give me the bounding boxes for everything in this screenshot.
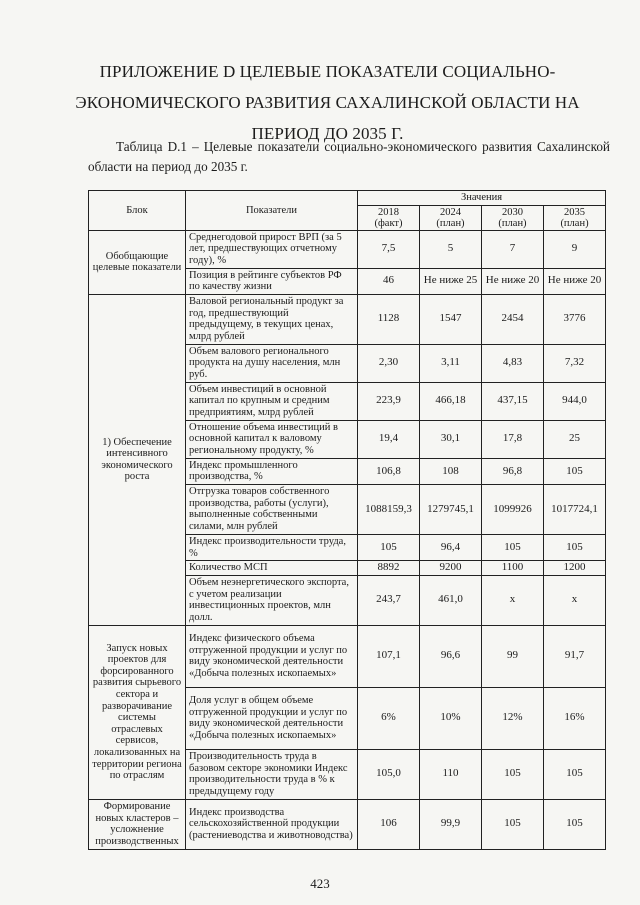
year-label: 2030 [502,206,523,218]
value-cell: 108 [420,458,482,484]
indicator-cell: Среднегодовой прирост ВРП (за 5 лет, предшествующих отчетному году), % [186,230,358,268]
indicator-cell: Отгрузка товаров собственного производства, работы (услуги), выполненные собственными силами, млн рублей [186,484,358,534]
value-cell: 2,30 [358,344,420,382]
value-cell: Не ниже 25 [420,268,482,294]
value-cell: 2454 [482,294,544,344]
value-cell: x [544,575,606,625]
title-line: ЭКОНОМИЧЕСКОГО РАЗВИТИЯ САХАЛИНСКОЙ ОБЛАСТИ НА [75,93,580,112]
indicator-cell: Объем инвестиций в основной капитал по крупным и средним предприятиям, млрд рублей [186,382,358,420]
year-label: 2035 [564,206,585,218]
header-indicators: Показатели [186,191,358,231]
value-cell: 17,8 [482,420,544,458]
value-cell: 105 [482,534,544,560]
value-cell: 1279745,1 [420,484,482,534]
header-year-2035 [544,205,606,230]
indicator-cell: Объем валового регионального продукта на душу населения, млн руб. [186,344,358,382]
page-number: 423 [310,876,330,891]
value-cell: 9 [544,230,606,268]
value-cell: 7,32 [544,344,606,382]
value-cell: 466,18 [420,382,482,420]
value-cell: 8892 [358,561,420,576]
value-cell: 106 [358,799,420,849]
value-cell: 107,1 [358,625,420,687]
header-values: Значения [358,191,606,206]
value-cell: 7 [482,230,544,268]
value-cell: 1128 [358,294,420,344]
value-cell: 105,0 [358,749,420,799]
block-cell: 1) Обеспечение интенсивного экономического роста [89,294,186,625]
header-year-2030 [482,205,544,230]
header-year-2018 [358,205,420,230]
value-cell: 1100 [482,561,544,576]
year-kind: (план) [498,217,527,229]
year-label: 2018 [378,206,399,218]
value-cell: 437,15 [482,382,544,420]
value-cell: 944,0 [544,382,606,420]
value-cell: 99,9 [420,799,482,849]
value-cell: 461,0 [420,575,482,625]
value-cell: 96,6 [420,625,482,687]
title-line: ПРИЛОЖЕНИЕ D ЦЕЛЕВЫЕ ПОКАЗАТЕЛИ СОЦИАЛЬНО- [99,62,556,81]
value-cell: 105 [482,799,544,849]
value-cell: x [482,575,544,625]
value-cell: 91,7 [544,625,606,687]
indicator-cell: Объем неэнергетического экспорта, с учетом реализации инвестиционных проектов, млн долл. [186,575,358,625]
value-cell: 106,8 [358,458,420,484]
year-kind: (факт) [374,217,403,229]
indicator-cell: Отношение объема инвестиций в основной капитал к валовому региональному продукту, % [186,420,358,458]
value-cell: 1099926 [482,484,544,534]
indicator-cell: Индекс производства сельскохозяйственной продукции (растениеводства и животноводства) [186,799,358,849]
appendix-title [60,56,595,149]
value-cell: 105 [544,534,606,560]
value-cell: 243,7 [358,575,420,625]
year-kind: (план) [436,217,465,229]
value-cell: 105 [544,799,606,849]
block-cell: Формирование новых кластеров – усложнение производственных [89,799,186,849]
value-cell: 3,11 [420,344,482,382]
value-cell: Не ниже 20 [482,268,544,294]
indicator-cell: Индекс физического объема отгруженной продукции и услуг по виду экономической деятельности «Добыча полезных ископаемых» [186,625,358,687]
value-cell: 16% [544,687,606,749]
year-kind: (план) [560,217,589,229]
indicator-cell: Индекс производительности труда, % [186,534,358,560]
title-line: ПЕРИОД ДО 2035 Г. [251,124,404,143]
block-cell: Обобщающие целевые показатели [89,230,186,294]
value-cell: 105 [544,749,606,799]
value-cell: 4,83 [482,344,544,382]
year-label: 2024 [440,206,461,218]
indicator-cell: Валовой региональный продукт за год, предшествующий предыдущему, в текущих ценах, млрд рублей [186,294,358,344]
value-cell: 9200 [420,561,482,576]
indicator-cell: Индекс промышленного производства, % [186,458,358,484]
value-cell: 1017724,1 [544,484,606,534]
value-cell: 5 [420,230,482,268]
value-cell: 12% [482,687,544,749]
value-cell: 30,1 [420,420,482,458]
value-cell: 1547 [420,294,482,344]
table-caption [88,137,610,177]
value-cell: 25 [544,420,606,458]
indicator-cell: Производительность труда в базовом секторе экономики Индекс производительности труда в % к предыдущему году [186,749,358,799]
header-year-2024 [420,205,482,230]
table-row [89,799,606,849]
value-cell: 19,4 [358,420,420,458]
value-cell: 6% [358,687,420,749]
indicators-table [88,190,606,850]
value-cell: 1200 [544,561,606,576]
value-cell: 96,8 [482,458,544,484]
value-cell: 105 [544,458,606,484]
value-cell: 7,5 [358,230,420,268]
value-cell: 105 [482,749,544,799]
indicator-cell: Доля услуг в общем объеме отгруженной продукции и услуг по виду экономической деятельности «Добыча полезных ископаемых» [186,687,358,749]
value-cell: 110 [420,749,482,799]
table-row [89,230,606,268]
value-cell: 99 [482,625,544,687]
table-caption-text: Таблица D.1 – Целевые показатели социально-экономического развития Сахалинской области на период до 2035 г. [88,139,610,174]
indicator-cell: Позиция в рейтинге субъектов РФ по качеству жизни [186,268,358,294]
value-cell: Не ниже 20 [544,268,606,294]
value-cell: 1088159,3 [358,484,420,534]
value-cell: 223,9 [358,382,420,420]
indicator-cell: Количество МСП [186,561,358,576]
value-cell: 46 [358,268,420,294]
value-cell: 3776 [544,294,606,344]
table-row [89,294,606,344]
value-cell: 96,4 [420,534,482,560]
header-block: Блок [89,191,186,231]
table-row [89,625,606,687]
value-cell: 10% [420,687,482,749]
block-cell: Запуск новых проектов для форсированного развития сырьевого сектора и разворачивание системы отраслевых сервисов, локализованных на территории региона по отраслям [89,625,186,799]
value-cell: 105 [358,534,420,560]
